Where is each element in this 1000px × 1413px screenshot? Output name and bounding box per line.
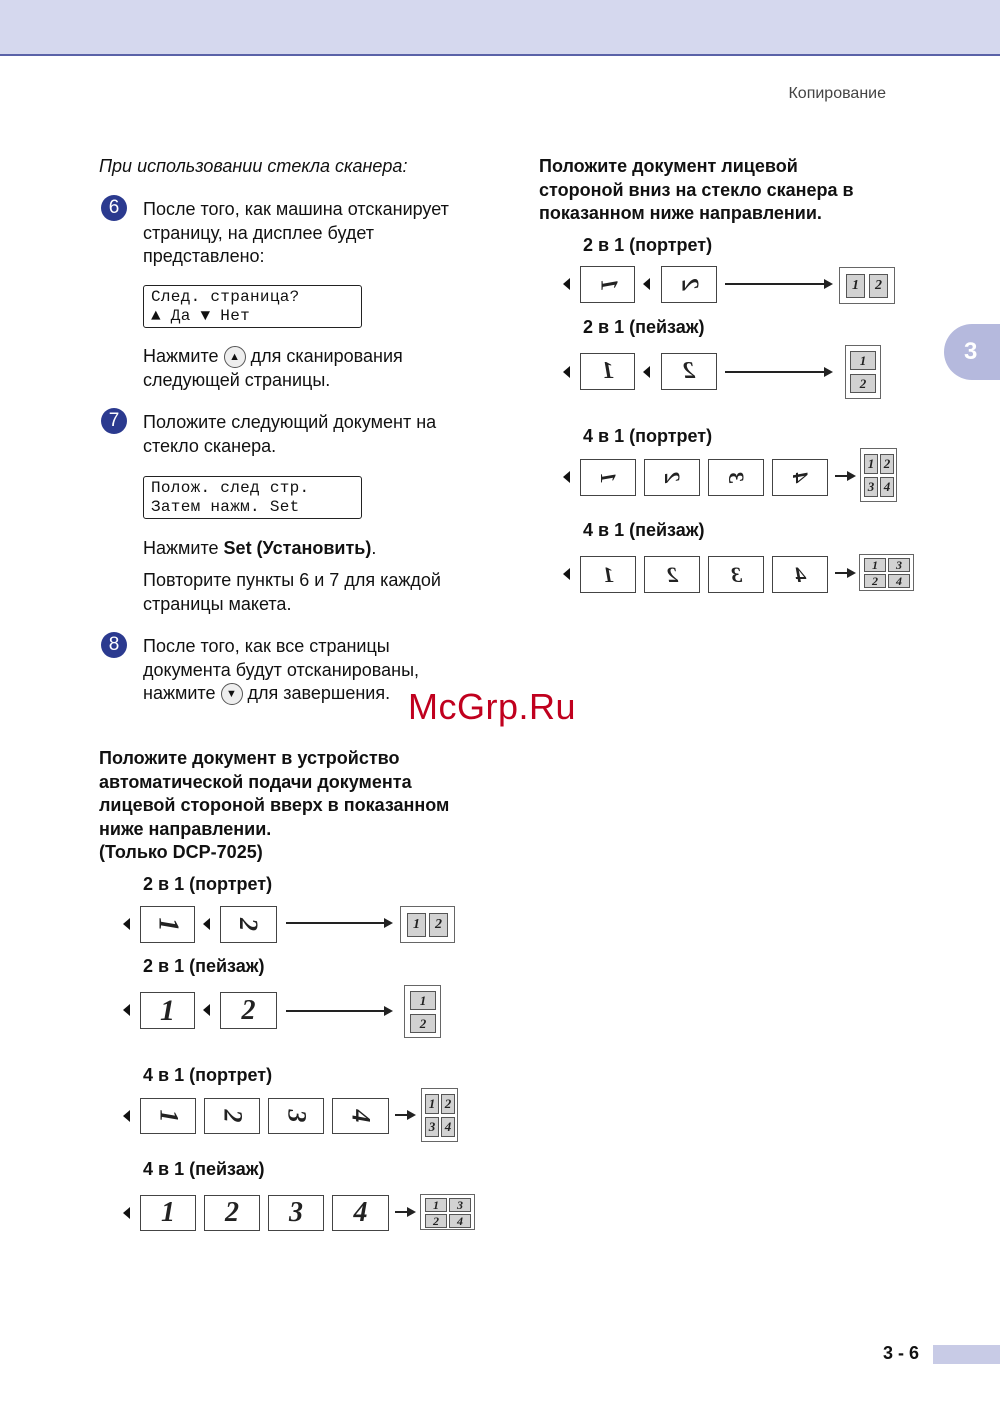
result-cell-4: 4: [888, 574, 910, 588]
adf-page-1: 1: [140, 1195, 196, 1231]
glass-2in1-landscape-title: 2 в 1 (пейзаж): [583, 317, 705, 337]
result-arrow-line: [286, 922, 386, 924]
result-cell-3: 3: [449, 1198, 471, 1212]
result-cell-1: 1: [864, 454, 878, 474]
result-cell-1: 1: [425, 1094, 439, 1114]
press-set-text: Нажмите Set (Установить).: [143, 538, 377, 558]
press-up-text: Нажмите ▲ для сканирования следующей страницы.: [143, 346, 403, 390]
result-cell-2: 2: [429, 913, 448, 937]
glass-result-2in1-landscape: [845, 345, 881, 399]
glass-page-2-face-down: 2: [644, 459, 700, 496]
feed-arrow-icon: [563, 366, 570, 378]
result-cell-4: 4: [441, 1117, 455, 1137]
adf-page-4: 4: [332, 1098, 389, 1134]
down-arrow-button-icon: ▼: [221, 683, 243, 705]
feed-arrow-icon: [563, 278, 570, 290]
section-header: Копирование: [788, 85, 886, 102]
glass-page-3-face-down: 3: [708, 556, 764, 593]
result-arrow-head-icon: [407, 1207, 416, 1217]
glass-page-2-face-down: 2: [661, 266, 717, 303]
glass-4in1-portrait-title: 4 в 1 (портрет): [583, 426, 713, 446]
result-cell-2: 2: [869, 274, 888, 298]
result-cell-2: 2: [864, 574, 886, 588]
glass-page-1-face-down: 1: [580, 266, 635, 303]
adf-instructions: Положите документ в устройство автоматической подачи документа лицевой стороной вверх в показанном ниже направлении. (Только DCP-7025): [99, 748, 450, 862]
step-8-badge: 8: [101, 632, 127, 658]
step-8-text: После того, как все страницы документа будут отсканированы, нажмите ▼ для завершения.: [143, 635, 419, 706]
glass-page-1-face-down: 1: [580, 556, 636, 593]
glass-page-2-face-down: 2: [644, 556, 700, 593]
adf-page-2: 2: [220, 906, 277, 943]
adf-page-2: 2: [220, 992, 277, 1029]
page-number: 3 - 6: [883, 1343, 920, 1363]
adf-page-3: 3: [268, 1195, 324, 1231]
result-cell-2: 2: [425, 1214, 447, 1228]
adf-page-1: 1: [140, 992, 195, 1029]
feed-arrow-icon: [123, 1004, 130, 1016]
watermark: McGrp.Ru: [408, 686, 577, 727]
result-arrow-head-icon: [384, 918, 393, 928]
up-arrow-button-icon: ▲: [224, 346, 246, 368]
adf-result-4in1-portrait: [421, 1088, 458, 1142]
result-cell-2: 2: [850, 374, 876, 393]
result-arrow-head-icon: [824, 279, 833, 289]
glass-page-1-face-down: 1: [580, 353, 635, 390]
result-arrow-head-icon: [824, 367, 833, 377]
adf-4in1-landscape-title: 4 в 1 (пейзаж): [143, 1159, 265, 1179]
result-cell-2: 2: [410, 1014, 436, 1033]
glass-2in1-portrait-title: 2 в 1 (портрет): [583, 235, 713, 255]
result-cell-1: 1: [425, 1198, 447, 1212]
result-cell-1: 1: [864, 558, 886, 572]
step-7-text: Положите следующий документ на стекло сканера.: [143, 412, 437, 456]
feed-arrow-icon: [643, 366, 650, 378]
page-number-bar: [933, 1345, 1000, 1364]
adf-page-3: 3: [268, 1098, 324, 1134]
feed-arrow-icon: [123, 1110, 130, 1122]
result-arrow-head-icon: [407, 1110, 416, 1120]
lcd-display-next-page: След. страница? ▲ Да ▼ Нет: [143, 285, 362, 328]
glass-page-4-face-down: 4: [772, 459, 828, 496]
result-cell-1: 1: [407, 913, 426, 937]
result-cell-3: 3: [425, 1117, 439, 1137]
top-band: [0, 0, 1000, 56]
adf-page-1: 1: [140, 906, 195, 943]
adf-result-4in1-landscape: [420, 1194, 475, 1230]
glass-result-4in1-landscape: [859, 554, 914, 591]
glass-instructions: Положите документ лицевой стороной вниз на стекло сканера в показанном ниже направлении.: [539, 156, 854, 223]
result-cell-1: 1: [846, 274, 865, 298]
result-cell-2: 2: [880, 454, 894, 474]
result-arrow-line: [286, 1010, 386, 1012]
glass-page-3-face-down: 3: [708, 459, 764, 496]
step-7-badge: 7: [101, 408, 127, 434]
adf-result-2in1-portrait: [400, 906, 455, 943]
glass-page-4-face-down: 4: [772, 556, 828, 593]
feed-arrow-icon: [123, 918, 130, 930]
result-cell-2: 2: [441, 1094, 455, 1114]
step-6-badge: 6: [101, 195, 127, 221]
feed-arrow-icon: [563, 568, 570, 580]
lcd-display-place-next: Полож. след стр. Затем нажм. Set: [143, 476, 362, 519]
adf-page-2: 2: [204, 1098, 260, 1134]
result-arrow-line: [725, 371, 826, 373]
result-cell-1: 1: [410, 991, 436, 1010]
result-arrow-line: [725, 283, 826, 285]
feed-arrow-icon: [563, 471, 570, 483]
glass-page-2-face-down: 2: [661, 353, 717, 390]
result-cell-4: 4: [880, 477, 894, 497]
result-cell-1: 1: [850, 351, 876, 370]
feed-arrow-icon: [203, 918, 210, 930]
result-cell-4: 4: [449, 1214, 471, 1228]
result-cell-3: 3: [864, 477, 878, 497]
adf-2in1-portrait-title: 2 в 1 (портрет): [143, 874, 273, 894]
glass-page-1-face-down: 1: [580, 459, 636, 496]
feed-arrow-icon: [643, 278, 650, 290]
repeat-text: Повторите пункты 6 и 7 для каждой страницы макета.: [143, 570, 441, 614]
result-cell-3: 3: [888, 558, 910, 572]
result-arrow-head-icon: [847, 568, 856, 578]
adf-page-4: 4: [332, 1195, 389, 1231]
result-arrow-head-icon: [384, 1006, 393, 1016]
glass-4in1-landscape-title: 4 в 1 (пейзаж): [583, 520, 705, 540]
feed-arrow-icon: [123, 1207, 130, 1219]
glass-result-4in1-portrait: [860, 448, 897, 502]
adf-2in1-landscape-title: 2 в 1 (пейзаж): [143, 956, 265, 976]
result-arrow-head-icon: [847, 471, 856, 481]
glass-subtitle: При использовании стекла сканера:: [99, 156, 408, 176]
adf-result-2in1-landscape: [404, 985, 441, 1038]
adf-page-1: 1: [140, 1098, 196, 1134]
feed-arrow-icon: [203, 1004, 210, 1016]
glass-result-2in1-portrait: [839, 267, 895, 304]
adf-page-2: 2: [204, 1195, 260, 1231]
step-6-text: После того, как машина отсканирует страницу, на дисплее будет представлено:: [143, 199, 449, 266]
adf-4in1-portrait-title: 4 в 1 (портрет): [143, 1065, 273, 1085]
chapter-tab: 3: [944, 324, 1000, 380]
